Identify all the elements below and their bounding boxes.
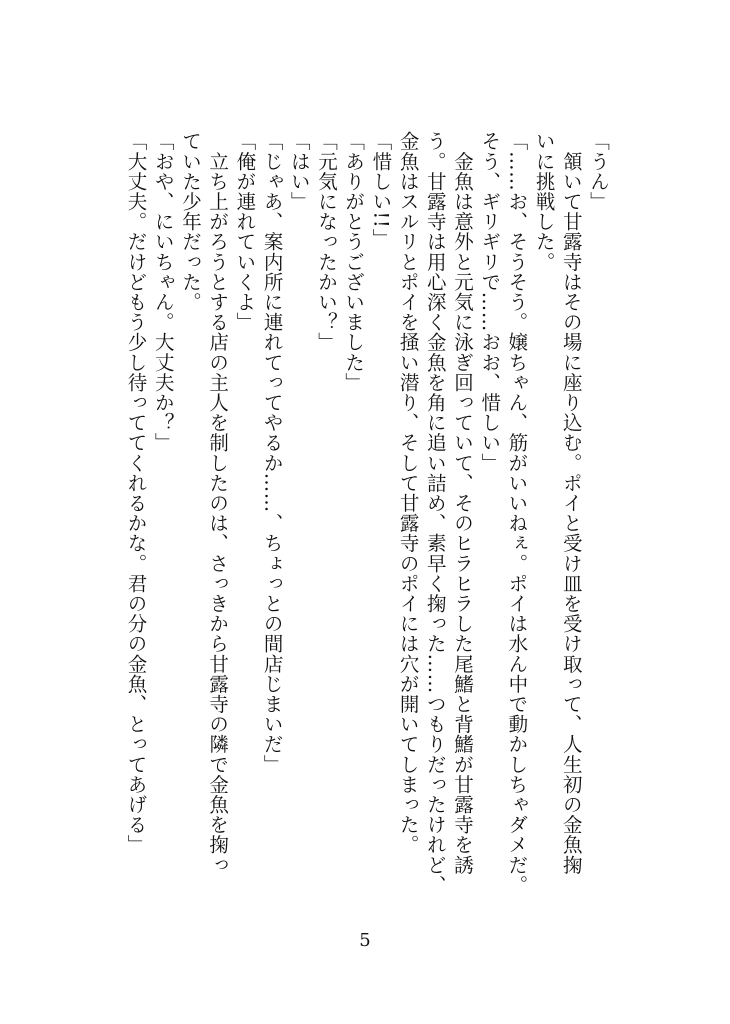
text-line: 「……お、そうそう。嬢ちゃん、筋がいいねぇ。ポイは水ん中で動かしちゃダメだ。 — [505, 131, 529, 895]
text-line: 頷いて甘露寺はその場に座り込む。ポイと受け皿を受け取って、人生初の金魚掬 — [559, 131, 583, 875]
text-line: 「惜しい!!」 — [369, 131, 393, 249]
text-line: そう、ギリギリで……おお、惜しい」 — [478, 131, 502, 473]
text-line: 「はい」 — [287, 131, 311, 212]
text-line: 「おや、にいちゃん。大丈夫か？」 — [151, 131, 175, 453]
page-number: 5 — [359, 930, 371, 951]
text-line: う。甘露寺は用心深く金魚を角に追い詰め、素早く掬った……つもりだったけれど、 — [423, 131, 447, 895]
text-line: 「ありがとうございました」 — [342, 131, 366, 393]
text-line: ていた少年だった。 — [178, 131, 202, 312]
text-line: 「元気になったかい？」 — [314, 131, 338, 353]
text-line: 「俺が連れていくよ」 — [233, 131, 257, 332]
text-line: 「じゃあ、案内所に連れてってやるか……、ちょっとの間店じまいだ」 — [260, 131, 284, 775]
text-line: 「うん」 — [587, 131, 610, 212]
text-line: 金魚は意外と元気に泳ぎ回っていて、そのヒラヒラした尾鰭と背鰭が甘露寺を誘 — [450, 131, 474, 875]
text-line: いに挑戦した。 — [532, 131, 556, 272]
text-line: 金魚はスルリとポイを掻い潜り、そして甘露寺のポイには穴が開いてしまった。 — [396, 131, 420, 855]
text-line: 立ち上がろうとする店の主人を制したのは、さっきから甘露寺の隣で金魚を掬っ — [206, 131, 230, 875]
text-line: 「大丈夫。だけどもう少し待っててくれるかな。君の分の金魚、とってあげる」 — [124, 131, 148, 855]
vertical-text-body — [122, 131, 612, 895]
